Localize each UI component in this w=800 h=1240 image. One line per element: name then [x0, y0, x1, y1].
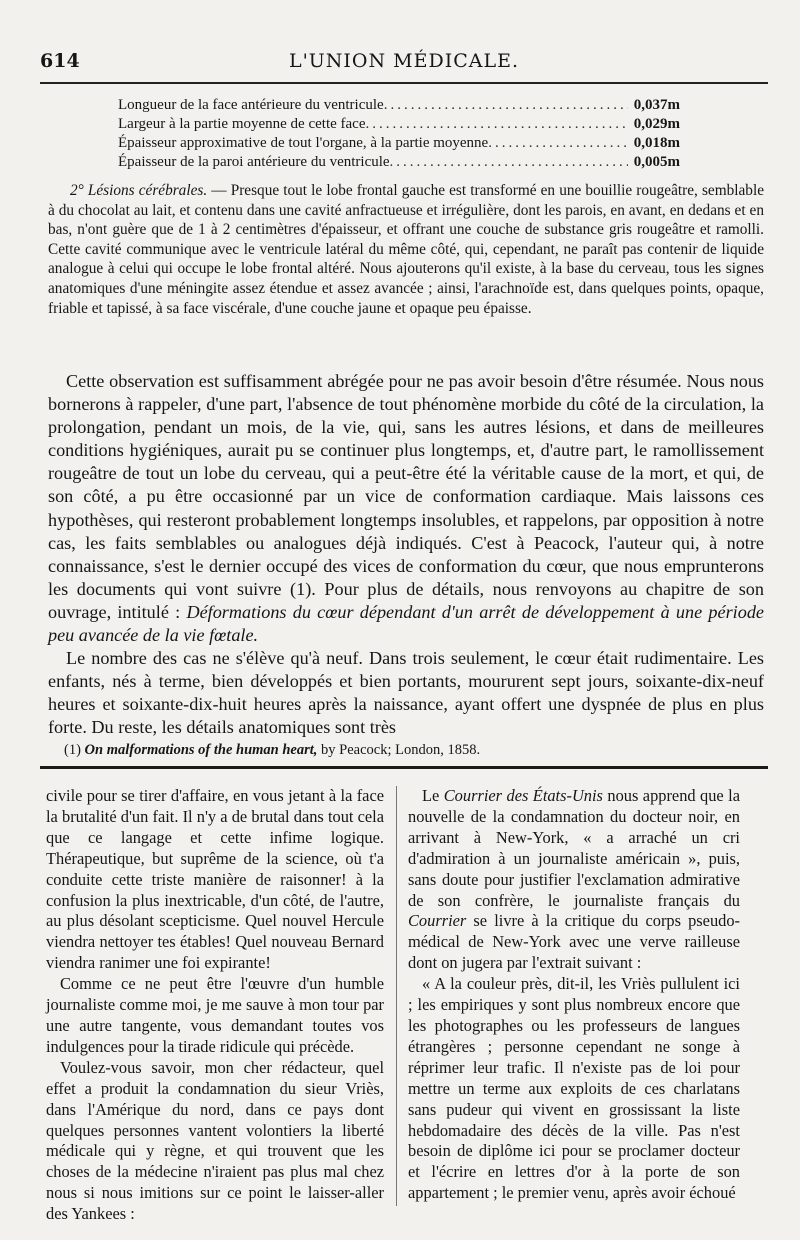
newspaper-title: Courrier des États-Unis	[443, 786, 603, 805]
newspaper-title-short: Courrier	[408, 911, 467, 931]
lesions-lead: 2° Lésions cérébrales.	[70, 182, 208, 199]
text-run: nous apprend que la nouvelle de la condamnation du docteur noir, en arrivant à New-York, « a arraché un cri d'admiration à un journaliste américain », puis, sans doute pour justifier l'exclamation admirative de son confrère, le journaliste français du	[408, 786, 740, 910]
text-run: Le	[422, 786, 444, 805]
page-header	[40, 50, 768, 80]
measurement-value: 0,018m	[633, 135, 680, 151]
measurement-row	[118, 134, 680, 153]
footnote-marker: (1)	[64, 742, 81, 758]
measurement-label: Épaisseur de la paroi antérieure du ventricule	[118, 154, 390, 170]
column-divider	[396, 786, 397, 1206]
feuilleton-rule	[40, 766, 768, 769]
measurement-row	[118, 96, 680, 115]
feuilleton-left-paragraph: Comme ce ne peut être l'œuvre d'un humble journaliste comme moi, je me sauve à mon tour par une autre tangente, vous demandant toutes vos indulgences pour la tirade ridicule qui précède.	[46, 974, 384, 1056]
leader-dots	[366, 115, 628, 134]
measurement-label: Longueur de la face antérieure du ventricule	[118, 97, 384, 113]
feuilleton-right-paragraph	[408, 786, 740, 974]
measurement-label: Largeur à la partie moyenne de cette face	[118, 116, 366, 132]
leader-dots	[390, 153, 628, 172]
lesions-body: — Presque tout le lobe frontal gauche est transformé en une bouillie rougeâtre, semblable à du chocolat au lait, et contenu dans une cavité anfractueuse et irrégulière, dont les parois, en avant, en dedans et en bas, n'ont guère que de 1 à 2 centimètres d'épaisseur, et offrant une couche de substance gris rougeâtre et ramolli. Cette cavité communique avec le ventricule latéral du même côté, qui, cependant, ne paraît pas contenir de liquide analogue à celui qui occupe le lobe frontal altéré. Nous ajouterons qu'il existe, à la base du cerveau, tous les signes anatomiques d'une méningite assez étendue et assez avancée ; ainsi, l'arachnoïde est, dans quelques points, opaque, friable et tapissé, à sa face viscérale, d'une couche jaune et opaque peu épaisse.	[48, 182, 764, 317]
feuilleton-right-column	[408, 786, 740, 1204]
page-number: 614	[40, 50, 80, 72]
main-paragraph-2: Le nombre des cas ne s'élève qu'à neuf. Dans trois seulement, le cœur était rudimentaire. Les enfants, nés à terme, bien développés et bien portants, moururent sept jours, soixante-dix-neuf heures et soixante-dix-huit heures après la naissance, ayant offert une dyspnée de plus en plus forte. Du reste, les détails anatomiques sont très	[48, 648, 764, 738]
measurement-label: Épaisseur approximative de tout l'organe, à la partie moyenne	[118, 135, 489, 151]
footnote	[64, 740, 764, 760]
leader-dots	[384, 96, 628, 115]
measurement-list	[118, 96, 680, 172]
text-run: se livre à la critique du corps pseudo-médical de New-York avec une verve railleuse dont on jugera par l'extrait suivant :	[408, 911, 740, 973]
measurement-row	[118, 115, 680, 134]
main-body	[48, 370, 764, 740]
main-paragraph-1	[48, 370, 764, 647]
chapter-title-italic: Déformations du cœur dépendant d'un arrêt de développement à une période peu avancée de la vie fœtale.	[48, 601, 764, 646]
main-paragraph-1-text: Cette observation est suffisamment abrégée pour ne pas avoir besoin d'être résumée. Nous nous bornerons à rappeler, d'une part, l'absence de tout phénomène morbide du côté de la circulation, la prolongation, pendant un mois, de la vie, qui, sans les autres lésions, et dans de meilleures conditions hygiéniques, aurait pu se continuer plus longtemps, et, d'autre part, le ramollissement rougeâtre de tout un lobe du cerveau, qui a peut-être été la véritable cause de la mort, et qui, de son côté, a pu être occasionné par un vice de conformation cardiaque. Mais laissons ces hypothèses, qui resteront probablement longtemps insolubles, et rappelons, par opposition à notre cas, les faits semblables ou analogues déjà indiqués. C'est à Peacock, l'auteur qui, à notre connaissance, s'est le dernier occupé des vices de conformation du cœur, que nous emprunterons les documents qui vont suivre (1). Pour plus de détails, nous renvoyons au chapitre de son ouvrage, intitulé :	[48, 371, 764, 622]
lesions-paragraph	[48, 181, 764, 318]
header-rule	[40, 82, 768, 84]
footnote-title: On malformations of the human heart,	[84, 742, 318, 758]
footnote-citation: by Peacock; London, 1858.	[317, 742, 481, 758]
measurement-row	[118, 153, 680, 172]
journal-title: L'UNION MÉDICALE.	[288, 50, 520, 72]
leader-dots	[488, 134, 628, 153]
feuilleton-left-paragraph: Voulez-vous savoir, mon cher rédacteur, quel effet a produit la condamnation du sieur Vriès, dans l'Amérique du nord, dans ce pays dont quelques personnes vantent volontiers la liberté médicale qui y règne, et qui trouvent que les choses de la médecine n'iraient pas plus mal chez nous si nous imitions sur ce point le laisser-aller des Yankees :	[46, 1057, 384, 1224]
feuilleton-left-paragraph: civile pour se tirer d'affaire, en vous jetant à la face la brutalité d'un fait. Il n'y a de brutal dans tout cela que ce langage et cette infime logique. Thérapeutique, but suprême de la science, où t'a conduite cette triste manière de raisonner! à la confusion la plus inextricable, d'un côté, de l'autre, au plus désolant scepticisme. Quel nouvel Hercule viendra nettoyer tes étables! Quel nouveau Bernard viendra ranimer une foi expirante!	[46, 786, 384, 973]
measurement-value: 0,029m	[633, 116, 680, 132]
feuilleton-left-column	[46, 786, 384, 1225]
feuilleton-right-paragraph: « A la couleur près, dit-il, les Vriès pullulent ici ; les empiriques y sont plus nombreux encore que les photographes ou les professeurs de langues étrangères ; personne cependant ne songe à réprimer leur trafic. Il n'existe pas de loi pour mettre un terme aux exploits de ces charlatans sans pudeur qui vivent en grossissant la liste hebdomadaire des décès de la ville. Pas n'est besoin de diplôme ici pour se proclamer docteur et l'écrire en lettres d'or à la porte de son appartement ; le premier venu, après avoir échoué	[408, 974, 740, 1203]
measurement-value: 0,005m	[633, 154, 680, 170]
measurement-value: 0,037m	[633, 97, 680, 113]
